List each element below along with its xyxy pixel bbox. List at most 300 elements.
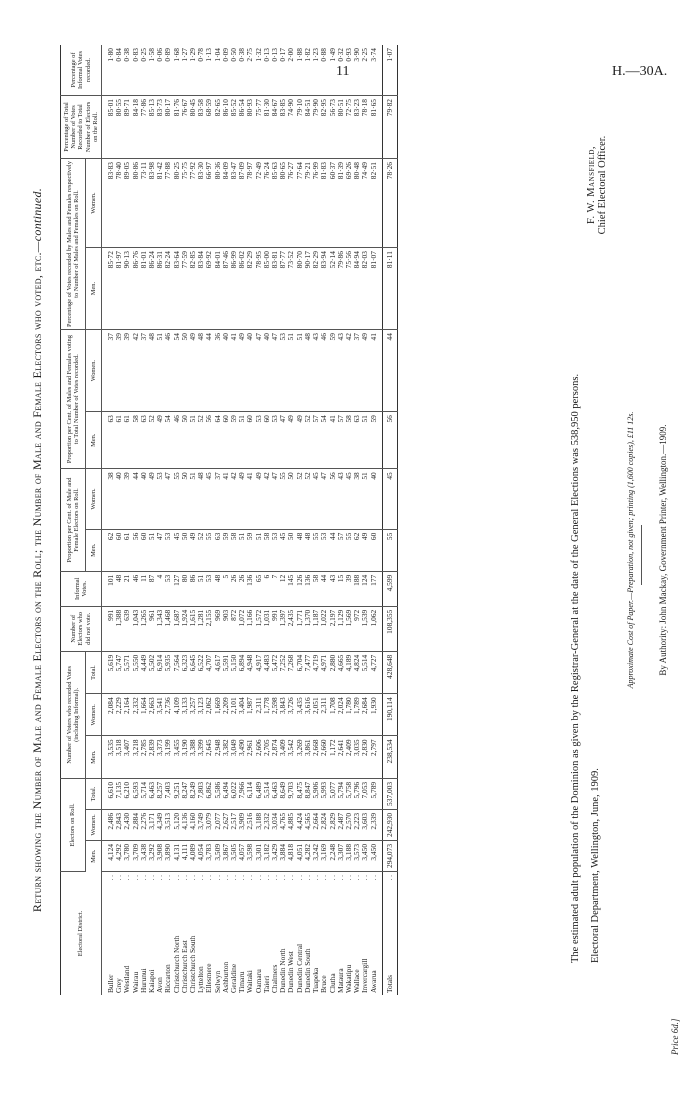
cell-v-total: 6,323: [181, 651, 189, 694]
cell-e-women: 4,160: [189, 809, 197, 840]
cell-pr-men: 78·95: [255, 248, 263, 330]
cell-pv-men: 61: [115, 412, 123, 469]
cell-p-women: 40: [140, 469, 148, 529]
cell-pv-women: 40: [263, 330, 271, 412]
cell-informal: 11: [140, 571, 148, 606]
cell-p-informal: 0·93: [345, 45, 353, 96]
cell-v-women: 2,736: [164, 694, 172, 736]
cell-pv-women: 39: [123, 330, 131, 412]
cell-v-men: 2,705: [263, 736, 271, 779]
district-label: Selwyn: [212, 970, 222, 993]
cell-p-informal: 0·88: [320, 45, 328, 96]
district-label: Ashburton: [220, 961, 230, 993]
cell-pv-men: 54: [320, 412, 328, 469]
cell-p-total: 80·93: [246, 96, 254, 159]
cell-pv-women: 41: [370, 330, 383, 412]
cell-informal: 48: [115, 571, 123, 606]
cell-informal: 126: [296, 571, 304, 606]
price-note: Price 6d.]: [670, 1018, 680, 1055]
cell-pv-women: 48: [148, 330, 156, 412]
cell-v-women: 1,789: [353, 694, 361, 736]
cell-e-total: 6,862: [205, 778, 213, 809]
divider: [641, 525, 642, 585]
cell-p-total: 83·23: [353, 96, 361, 159]
leader-dots: . .: [335, 875, 345, 881]
cell-pr-men: 83·84: [197, 248, 205, 330]
cell-not-voted: 903: [222, 606, 230, 651]
cell-p-total: 79·90: [312, 96, 320, 159]
cell-v-men: 3,218: [132, 736, 140, 779]
cell-p-informal: 1·07: [382, 45, 397, 96]
district-label: Tuapeka: [311, 967, 321, 993]
cell-e-men: 3,450: [361, 840, 369, 871]
cell-v-men: 3,861: [304, 736, 312, 779]
cell-p-women: 50: [181, 469, 189, 529]
leader-dots: . .: [171, 875, 181, 881]
header-women: Women.: [86, 694, 102, 736]
cell-e-total: 6,463: [271, 778, 279, 809]
cell-pv-men: 61: [123, 412, 131, 469]
cell-p-informal: 3·90: [353, 45, 361, 96]
cell-not-voted: 108,355: [382, 606, 397, 651]
cell-p-women: 49: [238, 469, 246, 529]
cell-p-total: 78·18: [361, 96, 369, 159]
cell-pv-men: 56: [382, 412, 397, 469]
cell-e-men: 4,292: [115, 840, 123, 871]
cell-pr-women: 80·36: [214, 159, 222, 248]
cell-v-total: 7,252: [279, 651, 287, 694]
cell-e-total: 5,789: [370, 778, 383, 809]
cell-p-men: 51: [255, 529, 263, 571]
cell-pv-men: 52: [197, 412, 205, 469]
cell-informal: 101: [102, 571, 116, 606]
cell-pr-men: 79·86: [337, 248, 345, 330]
cell-p-informal: 1·27: [181, 45, 189, 96]
cell-p-informal: 1·80: [102, 45, 116, 96]
page-number: 11: [336, 64, 350, 79]
cell-e-men: 3,292: [148, 840, 156, 871]
district-label: Wairau: [130, 971, 140, 993]
cell-e-total: 8,249: [189, 778, 197, 809]
cell-e-men: 3,509: [214, 840, 222, 871]
cell-pv-men: 41: [329, 412, 337, 469]
cell-v-total: 5,472: [271, 651, 279, 694]
cell-pv-men: 60: [263, 412, 271, 469]
cell-v-total: 5,571: [123, 651, 131, 694]
leader-dots: . .: [278, 875, 288, 881]
cell-v-total: 4,971: [320, 651, 328, 694]
leader-dots: . .: [114, 875, 124, 881]
cell-pr-women: 60·37: [329, 159, 337, 248]
cell-p-men: 47: [156, 529, 164, 571]
cell-e-women: 2,843: [115, 809, 123, 840]
cell-e-total: 6,463: [148, 778, 156, 809]
cell-pv-women: 37: [140, 330, 148, 412]
cell-p-total: 68·59: [205, 96, 213, 159]
cell-pv-women: 48: [304, 330, 312, 412]
cell-v-men: 1,172: [329, 736, 337, 779]
cell-v-total: 6,645: [189, 651, 197, 694]
cell-p-men: 48: [296, 529, 304, 571]
cell-p-informal: 0·25: [140, 45, 148, 96]
cell-e-women: 4,765: [279, 809, 287, 840]
cell-p-informal: 0·13: [263, 45, 271, 96]
cell-not-voted: 1,569: [345, 606, 353, 651]
cell-v-men: 3,382: [222, 736, 230, 779]
cell-informal: 12: [279, 571, 287, 606]
cell-v-total: 5,935: [164, 651, 172, 694]
cell-v-men: 3,049: [230, 736, 238, 779]
cell-pr-women: 77·92: [189, 159, 197, 248]
cell-pr-men: 83·64: [173, 248, 181, 330]
cell-e-men: 3,867: [222, 840, 230, 871]
cell-p-informal: 1·04: [214, 45, 222, 96]
cell-e-men: 4,051: [296, 840, 304, 871]
cell-v-men: 3,373: [156, 736, 164, 779]
cell-pv-women: 53: [279, 330, 287, 412]
cell-informal: 48: [214, 571, 222, 606]
district-label: Timaru: [237, 971, 247, 993]
cell-pr-women: 85·63: [271, 159, 279, 248]
cell-p-total: 86·54: [238, 96, 246, 159]
header-women: Women.: [86, 809, 102, 840]
district-label: Dunedin West: [286, 951, 296, 993]
cell-not-voted: 1,687: [173, 606, 181, 651]
cell-e-men: 3,182: [263, 840, 271, 871]
cell-e-men: 3,169: [320, 840, 328, 871]
cell-pr-women: 66·97: [205, 159, 213, 248]
cell-e-men: 3,890: [164, 840, 172, 871]
cell-p-men: 59: [246, 529, 254, 571]
cell-v-women: 3,257: [189, 694, 197, 736]
district-label: Chalmers: [270, 964, 280, 993]
district-label: Wakatipu: [343, 964, 353, 993]
header-not-voted: Number of Electors who did not vote.: [61, 606, 102, 651]
cost-note: Approximate Cost of Paper.—Preparation, not given; printing (1,600 copies), £11 12s.: [626, 411, 635, 689]
cell-pv-women: 47: [271, 330, 279, 412]
cell-pv-women: 42: [132, 330, 140, 412]
cell-e-women: 4,424: [296, 809, 304, 840]
cell-e-women: 3,909: [238, 809, 246, 840]
cell-e-men: 3,505: [230, 840, 238, 871]
cell-informal: 7: [271, 571, 279, 606]
cell-p-informal: 1·32: [255, 45, 263, 96]
cell-pr-women: 81·83: [320, 159, 328, 248]
cell-e-total: 8,257: [156, 778, 164, 809]
electors-table: [60, 45, 398, 995]
cell-e-women: 2,332: [263, 809, 271, 840]
cell-e-men: 3,709: [132, 840, 140, 871]
header-men: Men.: [86, 248, 102, 330]
cell-p-women: 51: [189, 469, 197, 529]
header-women: Women.: [86, 469, 102, 529]
population-note: The estimated adult population of the Dominion as given by the Registrar-General at the date of the General Elections was 538,950 persons.: [570, 373, 581, 963]
officer-title: Chief Electoral Officer.: [597, 135, 608, 235]
cell-informal: 136: [304, 571, 312, 606]
cell-pv-women: 41: [230, 330, 238, 412]
leader-dots: . .: [368, 875, 378, 881]
rotated-page-content: [30, 45, 680, 1055]
cell-v-men: 2,830: [361, 736, 369, 779]
cell-e-women: 5,120: [173, 809, 181, 840]
leader-dots: . .: [286, 875, 296, 881]
cell-pv-women: 37: [353, 330, 361, 412]
header-percent-informal: Percentage of Informal Votes recorded.: [61, 45, 102, 96]
cell-pv-men: 49: [287, 412, 295, 469]
cell-e-total: 6,494: [222, 778, 230, 809]
cell-p-total: 84·18: [132, 96, 140, 159]
leader-dots: . .: [270, 875, 280, 881]
cell-v-men: 2,645: [205, 736, 213, 779]
cell-v-total: 7,477: [304, 651, 312, 694]
cell-e-men: 294,073: [382, 840, 397, 871]
cell-pv-men: 64: [214, 412, 222, 469]
cell-v-women: 2,051: [312, 694, 320, 736]
cell-e-men: 3,598: [246, 840, 254, 871]
cell-p-informal: 0·83: [132, 45, 140, 96]
header-men: Men.: [86, 840, 102, 871]
cell-p-total: 56·73: [329, 96, 337, 159]
cell-pv-women: 44: [205, 330, 213, 412]
cell-p-total: 80·45: [189, 96, 197, 159]
cell-e-women: 3,603: [361, 809, 369, 840]
cell-pv-men: 57: [337, 412, 345, 469]
cell-v-men: 2,641: [337, 736, 345, 779]
cell-pr-women: 78·97: [246, 159, 254, 248]
cell-v-men: 2,948: [214, 736, 222, 779]
cell-pr-women: 78·26: [382, 159, 397, 248]
cell-pv-men: 46: [173, 412, 181, 469]
cell-pr-men: 84·01: [214, 248, 222, 330]
leader-dots: . .: [360, 875, 370, 881]
leader-dots: . .: [294, 875, 304, 881]
district-label: Dunedin North: [278, 948, 288, 993]
leader-dots: . .: [130, 875, 140, 881]
cell-e-men: 3,438: [140, 840, 148, 871]
cell-pr-women: 80·25: [173, 159, 181, 248]
cell-p-men: 63: [214, 529, 222, 571]
cell-p-informal: 0·32: [337, 45, 345, 96]
cell-v-women: 2,209: [222, 694, 230, 736]
cell-e-total: 5,993: [320, 778, 328, 809]
cell-informal: 127: [173, 571, 181, 606]
cell-informal: 44: [320, 571, 328, 606]
cell-e-women: 2,486: [102, 809, 116, 840]
leader-dots: . .: [311, 875, 321, 881]
cell-v-women: 2,084: [102, 694, 116, 736]
cell-pv-women: 49: [189, 330, 197, 412]
cell-p-women: 55: [279, 469, 287, 529]
district-label: Invercargill: [360, 958, 370, 993]
cell-v-women: 2,024: [337, 694, 345, 736]
cell-p-informal: 0·38: [238, 45, 246, 96]
district-label: Ellesmere: [204, 963, 214, 993]
cell-e-total: 8,847: [304, 778, 312, 809]
cell-pr-men: 81·07: [370, 248, 383, 330]
cell-e-men: 4,124: [102, 840, 116, 871]
cell-p-women: 45: [382, 469, 397, 529]
cell-not-voted: 639: [123, 606, 131, 651]
cell-v-women: 3,843: [279, 694, 287, 736]
cell-not-voted: 2,155: [205, 606, 213, 651]
cell-e-total: 5,586: [214, 778, 222, 809]
cell-not-voted: 1,022: [320, 606, 328, 651]
cell-informal: 43: [329, 571, 337, 606]
cell-pv-women: 46: [320, 330, 328, 412]
cell-e-women: 3,188: [255, 809, 263, 840]
cell-pr-men: 81·97: [115, 248, 123, 330]
cell-p-total: 84·51: [304, 96, 312, 159]
cell-e-women: 3,513: [164, 809, 172, 840]
cell-e-women: 4,136: [181, 809, 189, 840]
cell-p-women: 38: [102, 469, 116, 529]
cell-pv-women: 40: [222, 330, 230, 412]
cell-e-total: 5,077: [329, 778, 337, 809]
cell-pr-men: 82·29: [312, 248, 320, 330]
cell-v-men: 2,785: [140, 736, 148, 779]
cell-informal: 21: [123, 571, 131, 606]
cell-e-women: 2,487: [337, 809, 345, 840]
cell-not-voted: 1,771: [296, 606, 304, 651]
leader-dots: . .: [122, 875, 132, 881]
cell-pr-men: 81·11: [382, 248, 397, 330]
cell-v-total: 4,483: [263, 651, 271, 694]
cell-e-women: 2,276: [140, 809, 148, 840]
cell-not-voted: 1,370: [304, 606, 312, 651]
cell-v-women: 2,684: [361, 694, 369, 736]
page-title: [30, 45, 45, 1055]
cell-e-total: 5,794: [337, 778, 345, 809]
district-label: Mataura: [335, 968, 345, 993]
district-label: Geraldine: [229, 963, 239, 993]
cell-p-men: 57: [337, 529, 345, 571]
cell-pv-men: 49: [156, 412, 164, 469]
cell-p-total: 81·30: [263, 96, 271, 159]
district-label: Christchurch North: [171, 935, 181, 993]
leader-dots: . .: [343, 875, 353, 881]
cell-p-men: 51: [148, 529, 156, 571]
cell-informal: 136: [246, 571, 254, 606]
cell-v-men: 3,542: [287, 736, 295, 779]
cell-p-informal: 0·84: [115, 45, 123, 96]
cell-pv-men: 47: [279, 412, 287, 469]
cell-v-women: 2,311: [320, 694, 328, 736]
cell-p-women: 52: [304, 469, 312, 529]
cell-p-men: 50: [181, 529, 189, 571]
cell-pv-women: 39: [115, 330, 123, 412]
district-label: Riccarton: [163, 964, 173, 993]
cell-p-total: 89·71: [123, 96, 131, 159]
cell-p-women: 42: [263, 469, 271, 529]
cell-e-women: 3,079: [205, 809, 213, 840]
cell-pr-women: 69·26: [345, 159, 353, 248]
cell-pr-men: 82·85: [189, 248, 197, 330]
cell-pv-women: 36: [214, 330, 222, 412]
cell-pr-women: 89·05: [123, 159, 131, 248]
cell-pr-men: 86·99: [230, 248, 238, 330]
cell-p-informal: 2·00: [287, 45, 295, 96]
cell-e-women: 2,664: [312, 809, 320, 840]
cell-informal: 65: [255, 571, 263, 606]
district-label: Totals: [384, 975, 394, 993]
district-label: Dunedin Central: [294, 943, 304, 993]
leader-dots: . .: [261, 875, 271, 881]
cell-pr-men: 86·24: [148, 248, 156, 330]
cell-p-men: 55: [312, 529, 320, 571]
district-label: Waitaki: [245, 970, 255, 993]
cell-v-women: 190,114: [382, 694, 397, 736]
cell-p-informal: 2·25: [361, 45, 369, 96]
cell-v-men: 3,399: [197, 736, 205, 779]
cell-v-men: 3,269: [296, 736, 304, 779]
cell-p-men: 56: [132, 529, 140, 571]
table-header: [61, 45, 102, 995]
cell-pv-women: 47: [255, 330, 263, 412]
cell-pr-women: 79·21: [304, 159, 312, 248]
cell-pv-women: 46: [164, 330, 172, 412]
header-proportion: Proportion per Cent. of Male and Female Electors on Roll.: [61, 469, 86, 572]
cell-v-total: 7,564: [173, 651, 181, 694]
leader-dots: . .: [253, 875, 263, 881]
cell-p-informal: 1·82: [304, 45, 312, 96]
cell-pr-women: 77·64: [296, 159, 304, 248]
header-women: Women.: [86, 159, 102, 248]
cell-v-men: 3,455: [173, 736, 181, 779]
cell-p-men: 53: [320, 529, 328, 571]
cell-pv-men: 56: [205, 412, 213, 469]
cell-p-women: 55: [173, 469, 181, 529]
table-row: [102, 45, 116, 995]
cell-v-women: 1,780: [345, 694, 353, 736]
cell-v-total: 5,514: [361, 651, 369, 694]
cell-e-total: 5,714: [140, 778, 148, 809]
cell-pr-men: 83·94: [320, 248, 328, 330]
district-label: Grey: [114, 978, 124, 993]
district-label: Wallace: [352, 969, 362, 993]
cell-p-total: 85·52: [230, 96, 238, 159]
cell-not-voted: 1,572: [255, 606, 263, 651]
cell-pv-women: 59: [329, 330, 337, 412]
leader-dots: . .: [106, 875, 116, 881]
cell-pr-men: 86·31: [156, 248, 164, 330]
district-label: Awarua: [368, 970, 378, 993]
paper-reference: H.—30A.: [612, 64, 668, 79]
district-label: Christchurch East: [179, 940, 189, 993]
cell-v-men: 2,839: [148, 736, 156, 779]
cell-pv-women: 40: [246, 330, 254, 412]
cell-e-total: 5,514: [263, 778, 271, 809]
cell-p-men: 53: [164, 529, 172, 571]
cell-p-total: 81·65: [370, 96, 383, 159]
cell-v-total: 6,894: [238, 651, 246, 694]
cell-p-men: 55: [345, 529, 353, 571]
district-name: [370, 872, 383, 996]
cell-v-men: 3,407: [123, 736, 131, 779]
cell-p-men: 61: [123, 529, 131, 571]
cell-not-voted: 1,166: [246, 606, 254, 651]
cell-p-informal: 1·23: [312, 45, 320, 96]
cell-p-men: 60: [140, 529, 148, 571]
cell-not-voted: 1,343: [156, 606, 164, 651]
cell-e-women: 4,349: [156, 809, 164, 840]
leader-dots: . .: [220, 875, 230, 881]
cell-pr-men: 82·24: [164, 248, 172, 330]
cell-not-voted: 1,265: [140, 606, 148, 651]
cell-not-voted: 1,281: [197, 606, 205, 651]
cell-e-total: 7,053: [361, 778, 369, 809]
cell-pr-women: 75·75: [181, 159, 189, 248]
cell-p-women: 38: [353, 469, 361, 529]
